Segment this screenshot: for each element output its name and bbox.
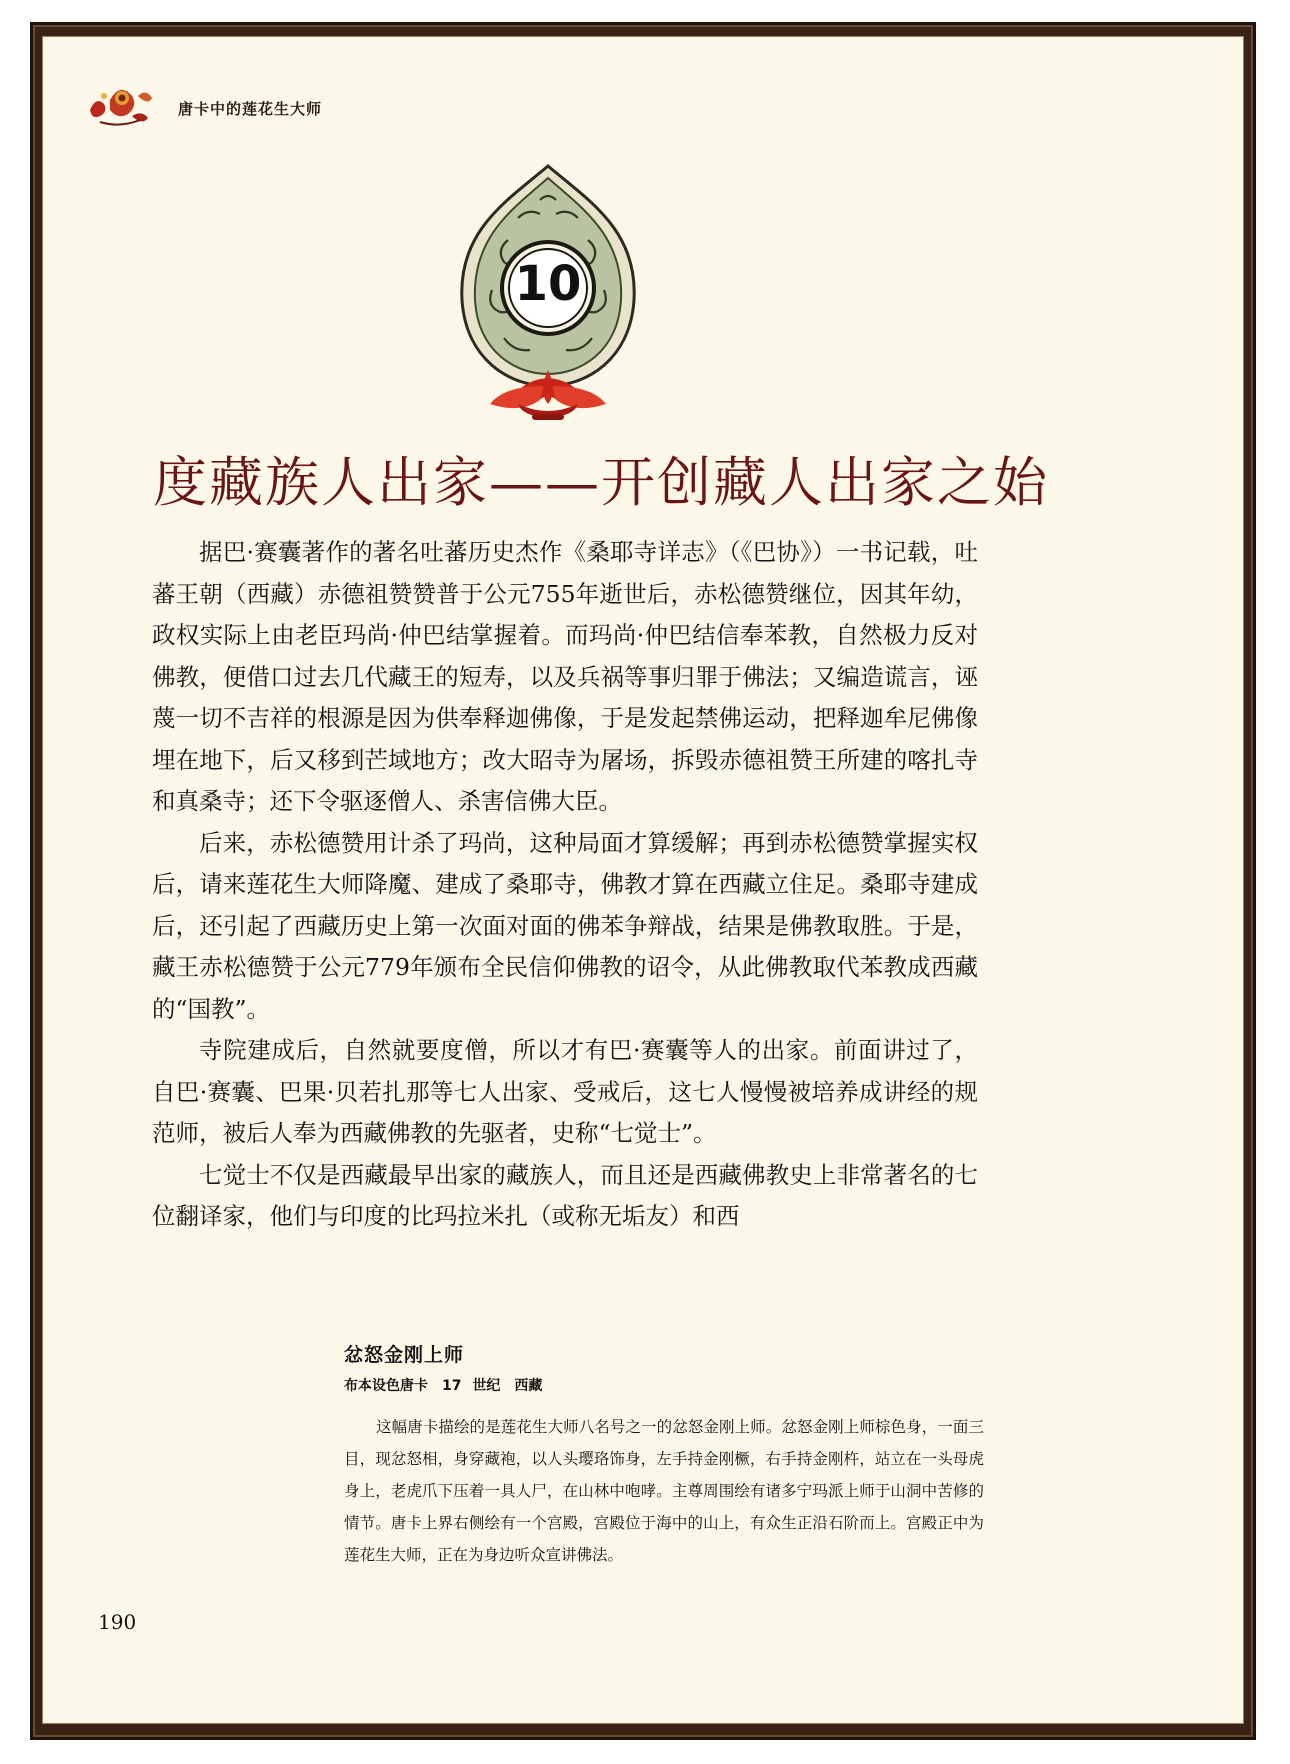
caption-description: 这幅唐卡描绘的是莲花生大师八名号之一的忿怒金刚上师。忿怒金刚上师棕色身，一面三目，现忿怒相，身穿藏袍，以人头璎珞饰身，左手持金刚橛，右手持金刚杵，站立在一头母虎身上，老虎爪下压着一具人尸，在山林中咆哮。主尊周围绘有诸多宁玛派上师于山洞中苦修的情节。唐卡上界右侧绘有一个宫殿，宫殿位于海中的山上，有众生正沿石阶而上。宫殿正中为莲花生大师，正在为身边听众宣讲佛法。 [344, 1418, 984, 1564]
running-header [80, 76, 480, 136]
paragraph: 据巴·赛囊著作的著名吐蕃历史杰作《桑耶寺详志》（《巴协》）一书记载，吐蕃王朝（西藏）赤德祖赞赞普于公元755年逝世后，赤松德赞继位，因其年幼，政权实际上由老臣玛尚·仲巴结掌握着。而玛尚·仲巴结信奉苯教，自然极力反对佛教，便借口过去几代藏王的短寿，以及兵祸等事归罪于佛法；又编造谎言，诬蔑一切不吉祥的根源是因为供奉释迦佛像，于是发起禁佛运动，把释迦牟尼佛像埋在地下，后又移到芒域地方；改大昭寺为屠场，拆毁赤德祖赞王所建的喀扎寺和真桑寺；还下令驱逐僧人、杀害信佛大臣。 [152, 538, 978, 815]
caption-subtitle: 布本设色唐卡 17 世纪 西藏 [344, 1378, 543, 1394]
chapter-title: 度藏族人出家——开创藏人出家之始 [153, 451, 1049, 514]
page-number: 190 [98, 1610, 137, 1634]
padmasambhava-ornament-icon [80, 76, 176, 136]
figure-caption [344, 1340, 984, 1571]
header-title: 唐卡中的莲花生大师 [178, 100, 323, 118]
chapter-number: 10 [514, 256, 582, 312]
paragraph: 后来，赤松德赞用计杀了玛尚，这种局面才算缓解；再到赤松德赞掌握实权后，请来莲花生大师降魔、建成了桑耶寺，佛教才算在西藏立住足。桑耶寺建成后，还引起了西藏历史上第一次面对面的佛苯争辩战，结果是佛教取胜。于是，藏王赤松德赞于公元779年颁布全民信仰佛教的诏令，从此佛教取代苯教成西藏的“国教”。 [152, 828, 978, 1023]
paragraph: 七觉士不仅是西藏最早出家的藏族人，而且还是西藏佛教史上非常著名的七位翻译家，他们与印度的比玛拉米扎（或称无垢友）和西 [152, 1160, 978, 1230]
caption-title: 忿怒金刚上师 [344, 1344, 465, 1366]
paragraph: 寺院建成后，自然就要度僧，所以才有巴·赛囊等人的出家。前面讲过了，自巴·赛囊、巴果·贝若扎那等七人出家、受戒后，这七人慢慢被培养成讲经的规范师，被后人奉为西藏佛教的先驱者，史称“七觉士”。 [152, 1036, 978, 1147]
body-text [152, 532, 978, 1238]
